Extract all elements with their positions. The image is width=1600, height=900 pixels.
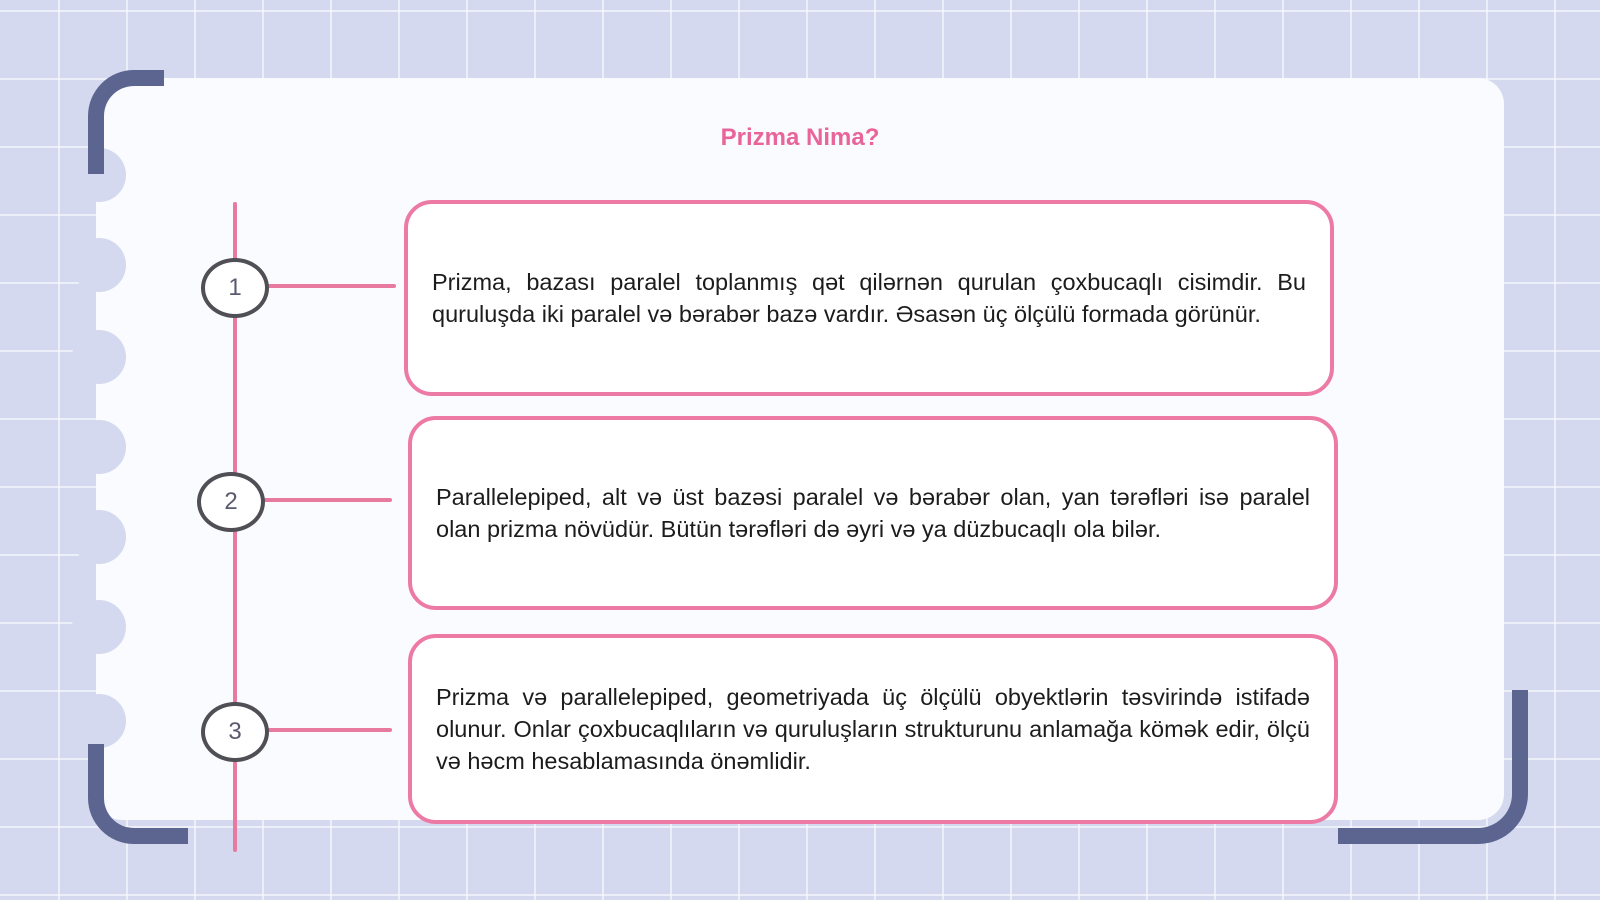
timeline-connector [266, 728, 392, 732]
slide-title: Prizma Nima? [720, 124, 880, 151]
binder-hole [72, 420, 126, 474]
timeline-connector [262, 498, 392, 502]
timeline-node-2: 2 [197, 472, 265, 532]
corner-bracket-top-left [88, 70, 164, 174]
timeline-card-2 [408, 416, 1338, 610]
binder-hole [72, 510, 126, 564]
binder-hole [72, 600, 126, 654]
timeline-text-1: Prizma, bazası paralel toplanmış qət qilərnən qurulan çoxbucaqlı cisimdir. Bu quruluşda iki paralel və bərabər bazə vardır. Əsasən üç ölçülü formada görünür. [432, 269, 1306, 327]
timeline-connector [266, 284, 396, 288]
timeline-card-1 [404, 200, 1334, 396]
timeline-node-1: 1 [201, 258, 269, 318]
timeline-text-2: Parallelepiped, alt və üst bazəsi paralel və bərabər olan, yan tərəfləri isə paralel olan prizma növüdür. Bütün tərəfləri də əyri və ya düzbucaqlı ola bilər. [436, 484, 1310, 542]
binder-hole [72, 694, 126, 748]
timeline-node-3: 3 [201, 702, 269, 762]
corner-bracket-bottom-left [88, 744, 188, 844]
binder-hole [72, 238, 126, 292]
timeline-text-3: Prizma və parallelepiped, geometriyada üç ölçülü obyektlərin təsvirində istifadə olunur. Onlar çoxbucaqlıların və quruluşların strukturunu anlamağa kömək edir, ölçü və həcm hesablamasında önəmlidir. [436, 684, 1310, 774]
timeline-card-3 [408, 634, 1338, 824]
binder-hole [72, 330, 126, 384]
corner-bracket-bottom-right [1338, 690, 1528, 844]
